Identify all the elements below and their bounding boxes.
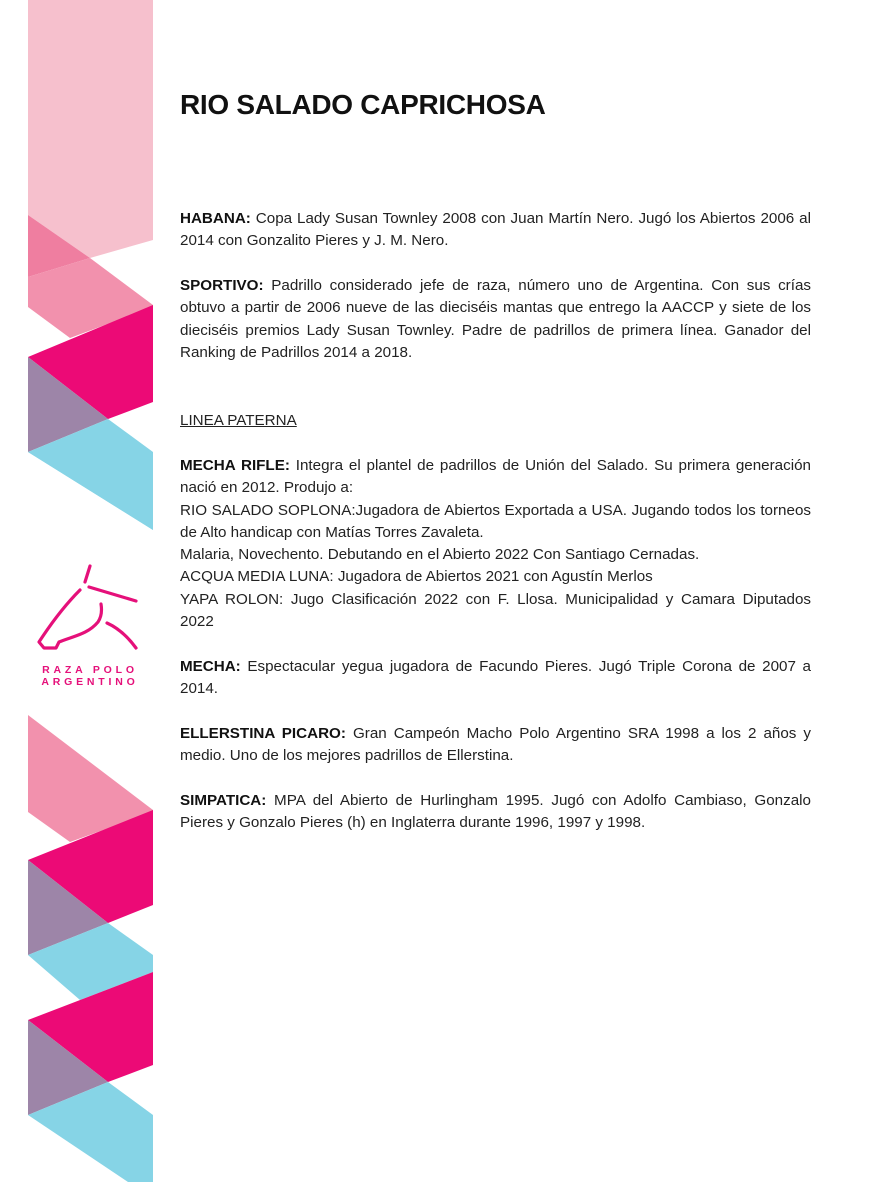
horse-head-icon — [22, 560, 152, 655]
progeny-item: RIO SALADO SOPLONA:Jugadora de Abiertos Exportada a USA. Jugando todos los torneos de Alto handicap con Matías Torres Zavaleta. — [180, 501, 811, 541]
paragraph-label: MECHA: — [180, 658, 241, 675]
paragraph-text: Gran Campeón Macho Polo Argentino SRA 1998 a los 2 años y medio. Uno de los mejores padrillos de Ellerstina. — [180, 725, 812, 765]
paragraph-label: HABANA: — [180, 210, 251, 227]
paragraph-label: SPORTIVO: — [180, 277, 264, 294]
paragraph-simpatica — [180, 790, 811, 835]
paragraph-text: MPA del Abierto de Hurlingham 1995. Jugó con Adolfo Cambiaso, Gonzalo Pieres y Gonzalo Pieres (h) en Inglaterra durante 1996, 1997 y 1998. — [180, 792, 811, 832]
logo-line-1: RAZA POLO — [42, 664, 138, 676]
logo-text — [0, 664, 180, 688]
raza-polo-argentino-logo — [22, 560, 152, 690]
progeny-item: YAPA ROLON: Jugo Clasificación 2022 con F. Llosa. Municipalidad y Camara Diputados 2022 — [180, 590, 811, 631]
progeny-item: Malaria, Novechento. Debutando en el Abierto 2022 Con Santiago Cernadas. — [180, 546, 700, 564]
paragraph-label: ELLERSTINA PICARO: — [180, 725, 346, 742]
logo-line-2: ARGENTINO — [41, 676, 139, 688]
ribbon-segment — [28, 452, 153, 530]
paragraph-text: Integra el plantel de padrillos de Unión del Salado. Su primera generación nació en 2012. Produjo a: — [180, 457, 811, 497]
paragraph-mecha-rifle — [180, 455, 811, 633]
page-title: RIO SALADO CAPRICHOSA — [180, 89, 546, 120]
section-heading-linea-paterna: LINEA PATERNA — [180, 412, 297, 429]
paragraph-label: SIMPATICA: — [180, 792, 267, 809]
paragraph-habana — [180, 208, 811, 253]
paragraph-sportivo — [180, 275, 811, 364]
paragraph-ellerstina-picaro — [180, 723, 811, 768]
progeny-item: ACQUA MEDIA LUNA: Jugadora de Abiertos 2021 con Agustín Merlos — [180, 568, 653, 586]
paragraph-mecha — [180, 656, 811, 701]
paragraph-label: MECHA RIFLE: — [180, 457, 290, 474]
paragraph-text: Copa Lady Susan Townley 2008 con Juan Martín Nero. Jugó los Abiertos 2006 al 2014 con Gonzalito Pieres y J. M. Nero. — [180, 210, 811, 250]
paragraph-text: Padrillo considerado jefe de raza, número uno de Argentina. Con sus crías obtuvo a partir de 2006 nueve de las dieciséis mantas que entrego la AACCP y siete de los dieciséis premios Lady Susan Townley. Padre de padrillos de primera línea. Ganador del Ranking de Padrillos 2014 a 2018. — [180, 277, 811, 361]
paragraph-text: Espectacular yegua jugadora de Facundo Pieres. Jugó Triple Corona de 2007 a 2014. — [180, 658, 811, 698]
ribbon-segment — [28, 0, 153, 258]
